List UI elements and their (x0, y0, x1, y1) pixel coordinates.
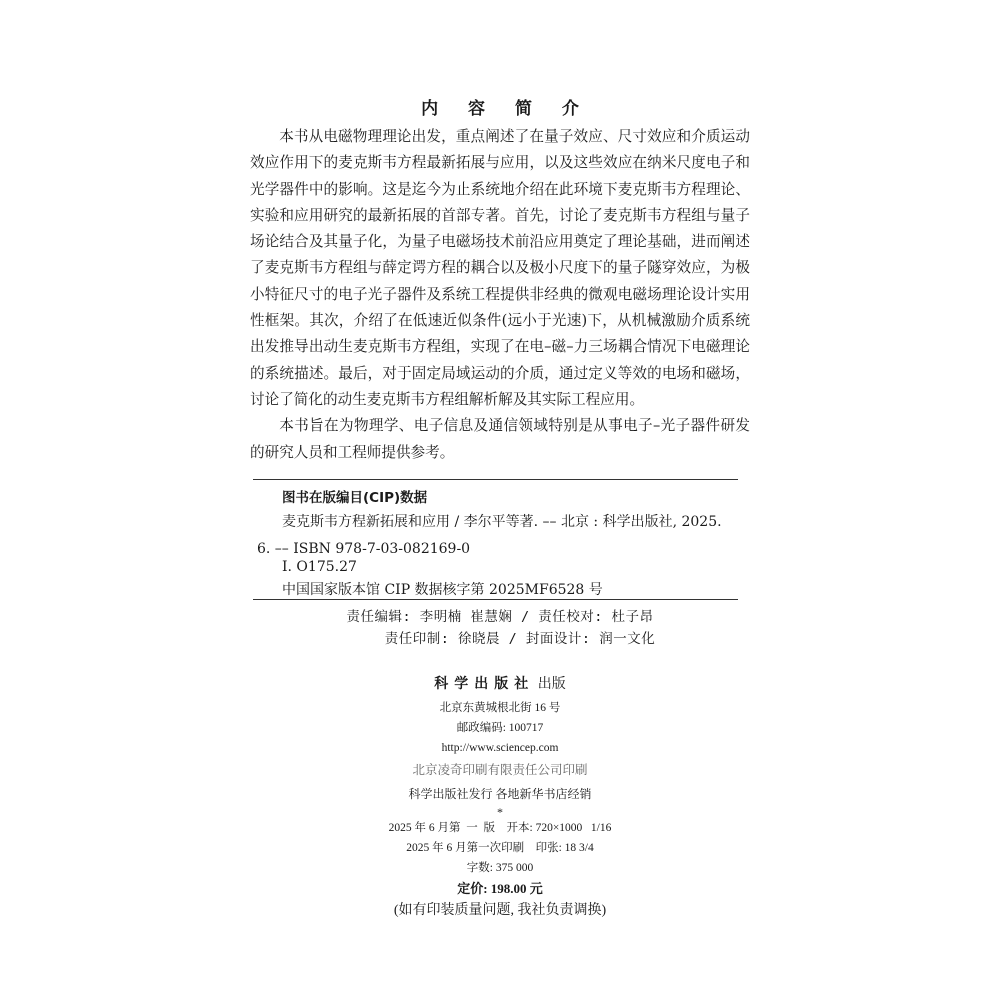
printer-line: 北京凌奇印刷有限责任公司印刷 (412, 763, 588, 777)
distribution-line: 科学出版社发行 各地新华书店经销 (408, 787, 592, 801)
publisher-name: 科学出版社 (434, 677, 535, 692)
abstract-paragraph-2: 本书旨在为物理学、电子信息及通信领域特别是从事电子–光子器件研发的研究人员和工程师提供参考。 (250, 417, 750, 461)
cip-bottom-rule (253, 599, 738, 600)
abstract-paragraph-1: 本书从电磁物理理论出发，重点阐述了在量子效应、尺寸效应和介质运动效应作用下的麦克斯韦方程最新拓展与应用，以及这些效应在纳米尺度电子和光学器件中的影响。这是迄今为止系统地介绍在此环境下麦克斯韦方程理论、实验和应用研究的最新拓展的首部专著。首先，讨论了麦克斯韦方程组与量子场论结合及其量子化，为量子电磁场技术前沿应用奠定了理论基础，进而阐述了麦克斯韦方程组与薛定谔方程的耦合以及极小尺度下的量子隧穿效应，为极小特征尺寸的电子光子器件及系统工程提供非经典的微观电磁场理论设计实用性框架。其次，介绍了在低速近似条件(远小于光速)下，从机械激励介质系统出发推导出动生麦克斯韦方程组，实现了在电–磁–力三场耦合情况下电磁理论的系统描述。最后，对于固定局域运动的介质，通过定义等效的电场和磁场，讨论了简化的动生麦克斯韦方程组解析解及其实际工程应用。 (250, 128, 750, 408)
printing-line: 2025 年 6 月第一次印刷 印张: 18 3/4 (406, 842, 594, 854)
cip-top-rule (253, 479, 738, 480)
separator-star: * (497, 805, 503, 819)
publisher-line (0, 672, 1000, 698)
cip-entry (257, 509, 747, 563)
credits-line-2: 责任印制: 徐晓晨 / 封面设计: 润一文化 (384, 631, 656, 647)
price: 定价: 198.00 元 (457, 881, 543, 896)
publisher-address: 北京东黄城根北街 16 号 (439, 702, 561, 714)
credits-line-1: 责任编辑: 李明楠 崔慧娴 / 责任校对: 杜子昂 (346, 609, 654, 625)
publisher-website: http://www.sciencep.com (441, 742, 559, 754)
section-title: 内 容 简 介 (421, 99, 591, 119)
cip-heading: 图书在版编目(CIP)数据 (282, 490, 428, 506)
imprint-block (0, 672, 1000, 922)
cip-classification: Ⅰ. O175.27 (282, 559, 357, 575)
cip-entry-line-2: 6. –– ISBN 978-7-03-082169-0 (257, 541, 471, 557)
cip-entry-line-1: 麦克斯韦方程新拓展和应用 / 李尔平等著. –– 北京 : 科学出版社, 2025. (282, 514, 722, 530)
editorial-credits (0, 606, 1000, 650)
edition-line: 2025 年 6 月第 一 版 开本: 720×1000 1/16 (388, 822, 612, 834)
word-count: 字数: 375 000 (466, 862, 534, 874)
cip-verification: 中国国家版本馆 CIP 数据核字第 2025MF6528 号 (282, 582, 603, 598)
publisher-postcode: 邮政编码: 100717 (456, 722, 544, 734)
quality-note: (如有印装质量问题, 我社负责调换) (393, 903, 607, 918)
publisher-suffix: 出版 (537, 677, 566, 692)
abstract-body (250, 124, 750, 466)
